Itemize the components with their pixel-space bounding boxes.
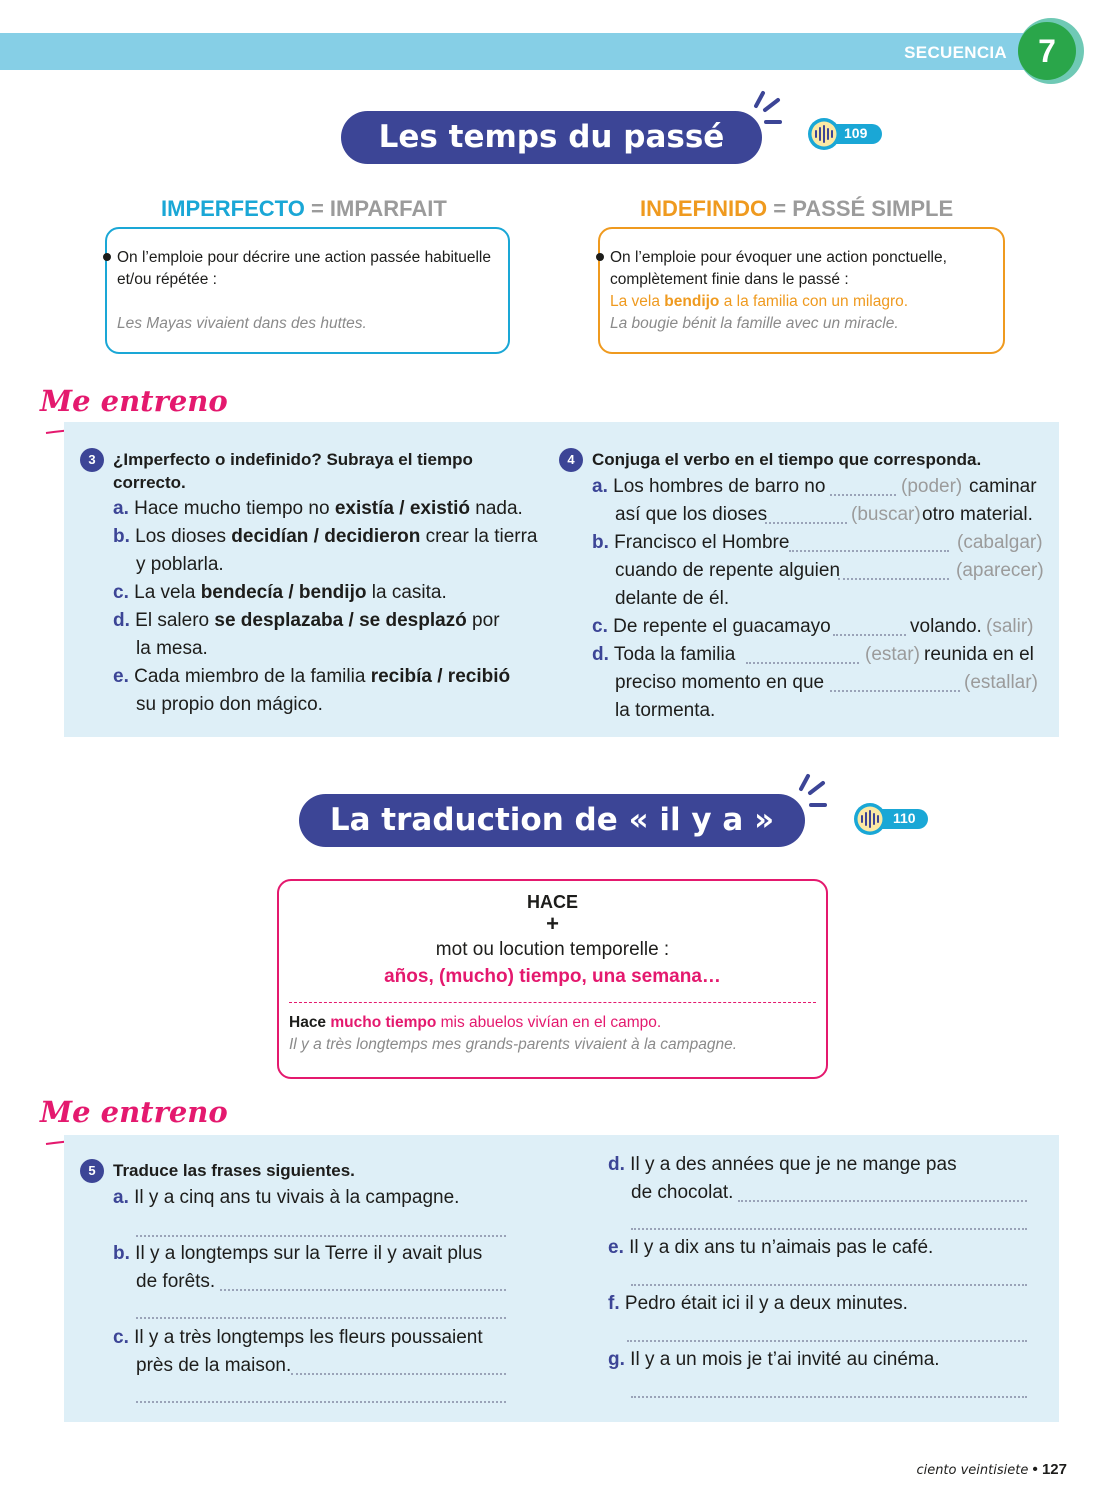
exercise-3-item-d-cont: la mesa. [136, 638, 208, 659]
footer-bullet: • [1032, 1461, 1038, 1478]
indefinido-equivalent: = PASSÉ SIMPLE [773, 196, 954, 221]
exercise-4-item-a: a. Los hombres de barro no [592, 476, 826, 497]
answer-line[interactable] [631, 1284, 1027, 1286]
audio-track-number: 109 [844, 125, 868, 141]
bullet [103, 253, 111, 261]
exercise-5-item-b: b. Il y a longtemps sur la Terre il y avait plus [113, 1243, 483, 1264]
answer-line[interactable] [738, 1200, 1027, 1202]
exercise-4-item-c-end: volando. [910, 616, 982, 637]
exercise-5-item-a: a. Il y a cinq ans tu vivais à la campagne. [113, 1187, 460, 1208]
option[interactable]: bendecía [200, 582, 284, 603]
imperfecto-rule-text: On l’emploie pour décrire une action passée habituelle et/ou répétée : [117, 249, 491, 288]
dashed-divider [289, 1002, 816, 1003]
me-entreno-heading: Me entreno [40, 1095, 228, 1129]
imperfecto-example-fr: Les Mayas vivaient dans des huttes. [117, 315, 367, 332]
bullet [596, 253, 604, 261]
option[interactable]: decidían [231, 526, 309, 547]
sparkle-icon [797, 773, 833, 809]
exercise-5-item-d: d. Il y a des années que je ne mange pas [608, 1154, 957, 1175]
page-footer [916, 1461, 1067, 1478]
audio-track-icon[interactable] [848, 803, 930, 835]
exercise-4-item-b-line3: delante de él. [615, 588, 730, 609]
verb-hint: (salir) [986, 616, 1034, 637]
exercise-5-item-f: f. Pedro était ici il y a deux minutes. [608, 1293, 908, 1314]
answer-line[interactable] [136, 1317, 506, 1319]
verb-hint: (aparecer) [956, 560, 1044, 581]
answer-line[interactable] [136, 1235, 506, 1237]
me-entreno-heading: Me entreno [40, 384, 228, 418]
exercise-4-item-d-line2: preciso momento en que [615, 672, 825, 693]
exercise-4-item-b: b. Francisco el Hombre [592, 532, 790, 553]
exercise-4-item-b-line2: cuando de repente alguien [615, 560, 841, 581]
exercise-4-item-a-end: caminar [969, 476, 1037, 497]
imperfecto-rule-box [105, 227, 510, 354]
exercise-number: 3 [80, 448, 104, 472]
hace-examples: años, (mucho) tiempo, una semana… [384, 966, 721, 987]
option[interactable]: existía [334, 498, 394, 519]
page-number-words: ciento veintisiete [916, 1463, 1029, 1478]
imperfecto-term: IMPERFECTO [161, 196, 305, 221]
option[interactable]: decidieron [324, 526, 421, 547]
exercise-3-item-b-cont: y poblarla. [136, 554, 224, 575]
audio-track-icon[interactable] [802, 118, 884, 150]
exercise-number: 4 [559, 448, 583, 472]
answer-line[interactable] [136, 1401, 506, 1403]
exercise-4-item-d-line3: la tormenta. [615, 700, 716, 721]
exercise-5-item-c: c. Il y a très longtemps les fleurs poussaient [113, 1327, 483, 1348]
hace-example-fr: Il y a très longtemps mes grands-parents vivaient à la campagne. [289, 1036, 738, 1053]
exercise-5-item-g: g. Il y a un mois je t’ai invité au cinéma. [608, 1349, 940, 1370]
exercise-5-item-c-cont: près de la maison. [136, 1355, 292, 1376]
hace-label: HACE [526, 892, 578, 912]
exercise-3-item-e-cont: su propio don mágico. [136, 694, 323, 715]
indefinido-rule-text: On l’emploie pour évoquer une action ponctuelle, complètement finie dans le passé : [610, 249, 947, 288]
exercise-number: 5 [80, 1159, 104, 1183]
exercise-5-instruction: Traduce las frases siguientes. [113, 1161, 355, 1180]
answer-line[interactable] [631, 1396, 1027, 1398]
option[interactable]: existió [409, 498, 471, 519]
exercise-3-instruction: ¿Imperfecto o indefinido? Subraya el tiempo correcto. [113, 450, 473, 492]
option[interactable]: bendijo [298, 582, 367, 603]
answer-blank[interactable] [830, 690, 960, 692]
option[interactable]: se desplazaba [214, 610, 344, 631]
answer-blank[interactable] [789, 550, 949, 552]
section-title-il-y-a: La traduction de « il y a » [299, 794, 805, 847]
indefinido-example-es: La vela bendijo a la familia con un milagro. [610, 293, 909, 310]
answer-blank[interactable] [838, 578, 949, 580]
exercise-4-item-d: d. Toda la familia [592, 644, 736, 665]
header-band [0, 33, 1060, 70]
sequence-label: SECUENCIA [904, 43, 1007, 62]
hace-example-es: Hace mucho tiempo mis abuelos vivían en el campo. [289, 1014, 662, 1031]
indefinido-rule-box [598, 227, 1005, 354]
verb-hint: (estallar) [964, 672, 1038, 693]
exercise-5-item-b-cont: de forêts. [136, 1271, 216, 1292]
plus-sign: + [546, 911, 559, 936]
exercise-4-item-c: c. De repente el guacamayo [592, 616, 831, 637]
verb-hint: (poder) [901, 476, 963, 497]
exercise-4-item-a-line2: así que los dioses [615, 504, 768, 525]
imperfecto-title [161, 196, 447, 222]
indefinido-term: INDEFINIDO [640, 196, 768, 221]
answer-line[interactable] [631, 1228, 1027, 1230]
exercise-5-item-e: e. Il y a dix ans tu n’aimais pas le café. [608, 1237, 934, 1258]
sequence-number-badge: 7 [1018, 22, 1076, 80]
section-title-temps-passe: Les temps du passé [341, 111, 762, 164]
indefinido-title [640, 196, 953, 222]
hace-rule-text: mot ou locution temporelle : [435, 939, 670, 960]
exercise-4-item-d-end: reunida en el [924, 644, 1034, 665]
option[interactable]: recibía [370, 666, 432, 687]
option[interactable]: recibió [447, 666, 511, 687]
answer-line[interactable] [220, 1289, 506, 1291]
hace-rule-box [277, 879, 828, 1079]
exercise-3-item-d: d. El salero se desplazaba / se desplazó por [113, 610, 500, 631]
imperfecto-equivalent: = IMPARFAIT [310, 196, 447, 221]
answer-line[interactable] [627, 1340, 1027, 1342]
answer-blank[interactable] [833, 634, 906, 636]
exercise-3-item-e: e. Cada miembro de la familia recibía / recibió [113, 666, 511, 687]
exercise-3-item-b: b. Los dioses decidían / decidieron crear la tierra [113, 526, 538, 547]
exercise-3-item-a: a. Hace mucho tiempo no existía / existió nada. [113, 498, 523, 519]
indefinido-example-fr: La bougie bénit la famille avec un miracle. [610, 315, 899, 332]
audio-track-number: 110 [893, 810, 916, 826]
answer-blank[interactable] [765, 522, 847, 524]
answer-line[interactable] [291, 1373, 506, 1375]
verb-hint: (estar) [865, 644, 920, 665]
sparkle-icon [752, 90, 788, 126]
verb-hint: (buscar) [851, 504, 921, 525]
exercise-4-item-a-line2-end: otro material. [922, 504, 1033, 525]
answer-blank[interactable] [830, 494, 896, 496]
exercise-4-instruction: Conjuga el verbo en el tiempo que corresponda. [592, 450, 982, 469]
exercise-5-item-d-cont: de chocolat. [631, 1182, 734, 1203]
option[interactable]: se desplazó [359, 610, 467, 631]
page-number: 127 [1041, 1461, 1067, 1478]
answer-blank[interactable] [746, 662, 859, 664]
verb-hint: (cabalgar) [957, 532, 1043, 553]
exercise-3-item-c: c. La vela bendecía / bendijo la casita. [113, 582, 447, 603]
